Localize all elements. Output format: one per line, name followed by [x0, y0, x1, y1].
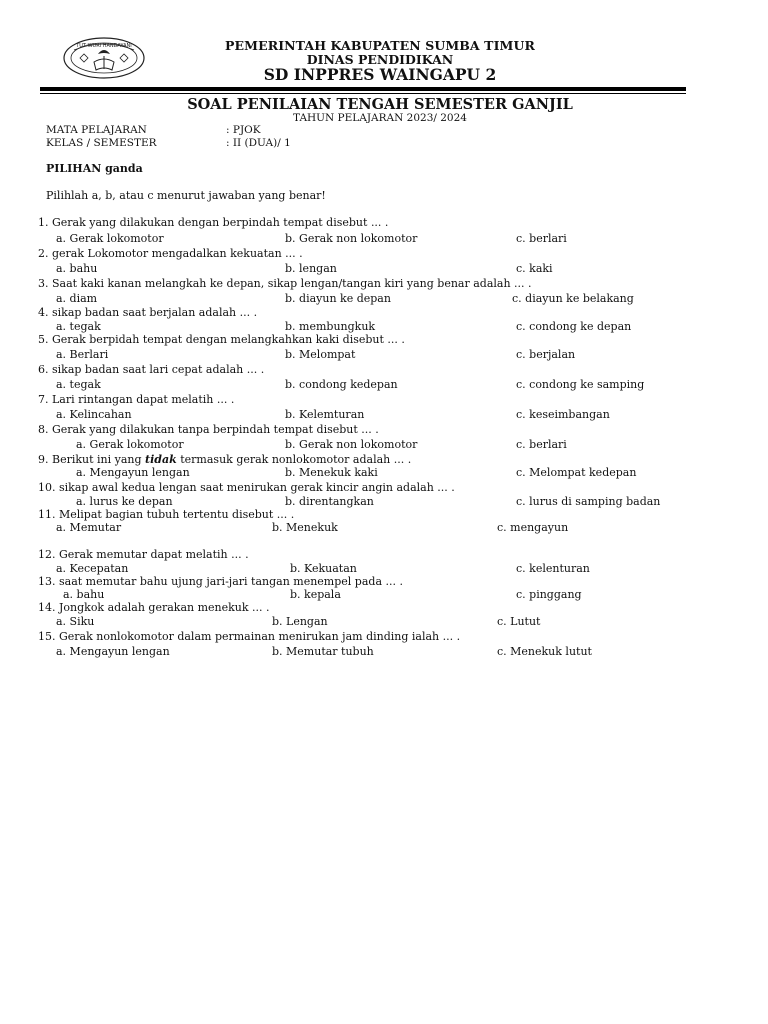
option-a: a. tegak [56, 378, 101, 391]
option-c: c. kaki [516, 262, 553, 275]
option-a: a. Gerak lokomotor [76, 438, 184, 451]
option-a: a. Mengayun lengan [76, 466, 190, 479]
option-a: a. Kecepatan [56, 562, 129, 575]
class-label: KELAS / SEMESTER [46, 137, 157, 149]
option-a: a. diam [56, 292, 98, 305]
class-value: : II (DUA)/ 1 [226, 137, 291, 149]
section-instruction: Pilihlah a, b, atau c menurut jawaban yang benar! [46, 189, 326, 202]
option-a: a. Berlari [56, 348, 109, 361]
exam-year: TAHUN PELAJARAN 2023/ 2024 [293, 112, 467, 124]
header-divider-thick [40, 87, 686, 91]
option-c: c. berlari [516, 232, 567, 245]
option-a: a. tegak [56, 320, 101, 333]
option-a: a. Siku [56, 615, 95, 628]
option-c: c. condong ke samping [516, 378, 645, 391]
question-text: 10. sikap awal kedua lengan saat menirukan gerak kincir angin adalah ... . [38, 481, 455, 494]
header-divider-thin [40, 93, 686, 94]
option-b: b. kepala [290, 588, 341, 601]
question-text: 4. sikap badan saat berjalan adalah ... . [38, 306, 258, 319]
option-b: b. Memutar tubuh [272, 645, 374, 658]
option-c: c. keseimbangan [516, 408, 610, 421]
question-text: 6. sikap badan saat lari cepat adalah ... . [38, 363, 265, 376]
option-c: c. berjalan [516, 348, 576, 361]
option-c: c. berlari [516, 438, 567, 451]
option-c: c. condong ke depan [516, 320, 632, 333]
question-text: 8. Gerak yang dilakukan tanpa berpindah tempat disebut ... . [38, 423, 379, 436]
option-a: a. Memutar [56, 521, 122, 534]
option-c: c. mengayun [497, 521, 569, 534]
option-b: b. condong kedepan [285, 378, 398, 391]
option-a: a. bahu [63, 588, 105, 601]
question-text: 5. Gerak berpidah tempat dengan melangkahkan kaki disebut ... . [38, 333, 405, 346]
option-a: a. Gerak lokomotor [56, 232, 164, 245]
option-b: b. diayun ke depan [285, 292, 391, 305]
option-c: c. Menekuk lutut [497, 645, 592, 658]
question-text: 3. Saat kaki kanan melangkah ke depan, sikap lengan/tangan kiri yang benar adalah ... . [38, 277, 532, 290]
exam-title: SOAL PENILAIAN TENGAH SEMESTER GANJIL [187, 96, 573, 113]
option-b: b. Kelemturan [285, 408, 365, 421]
option-a: a. Mengayun lengan [56, 645, 170, 658]
option-c: c. kelenturan [516, 562, 590, 575]
option-b: b. Lengan [272, 615, 328, 628]
option-b: b. Gerak non lokomotor [285, 232, 418, 245]
question-text: 13. saat memutar bahu ujung jari-jari tangan menempel pada ... . [38, 575, 403, 588]
header-department: DINAS PENDIDIKAN [306, 52, 454, 67]
option-a: a. Kelincahan [56, 408, 132, 421]
question-text: 12. Gerak memutar dapat melatih ... . [38, 548, 249, 561]
option-a: a. bahu [56, 262, 98, 275]
option-a: a. lurus ke depan [76, 495, 173, 508]
option-b: b. Menekuk [272, 521, 338, 534]
question-text: 11. Melipat bagian tubuh tertentu disebut ... . [38, 508, 295, 521]
option-b: b. direntangkan [285, 495, 374, 508]
option-b: b. Gerak non lokomotor [285, 438, 418, 451]
question-text: 15. Gerak nonlokomotor dalam permainan menirukan jam dinding ialah ... . [38, 630, 461, 643]
option-b: b. Melompat [285, 348, 356, 361]
option-c: c. Lutut [497, 615, 541, 628]
question-text: 2. gerak Lokomotor mengadalkan kekuatan ... . [38, 247, 303, 260]
header-government: PEMERINTAH KABUPATEN SUMBA TIMUR [225, 38, 535, 53]
question-text: 1. Gerak yang dilakukan dengan berpindah tempat disebut ... . [38, 216, 389, 229]
option-c: c. lurus di samping badan [516, 495, 661, 508]
subject-label: MATA PELAJARAN [46, 124, 147, 136]
option-c: c. diayun ke belakang [512, 292, 634, 305]
option-c: c. Melompat kedepan [516, 466, 637, 479]
question-text: 14. Jongkok adalah gerakan menekuk ... . [38, 601, 270, 614]
section-title: PILIHAN ganda [46, 162, 143, 175]
option-c: c. pinggang [516, 588, 582, 601]
option-b: b. Kekuatan [290, 562, 357, 575]
option-b: b. membungkuk [285, 320, 376, 333]
svg-text:TUT WURI HANDAYANI: TUT WURI HANDAYANI [76, 43, 132, 49]
question-text: 9. Berikut ini yang tidak termasuk gerak nonlokomotor adalah ... . [38, 453, 412, 466]
question-text: 7. Lari rintangan dapat melatih ... . [38, 393, 235, 406]
subject-value: : PJOK [226, 124, 261, 136]
option-b: b. lengan [285, 262, 337, 275]
header-school: SD INPPRES WAINGAPU 2 [263, 65, 497, 84]
option-b: b. Menekuk kaki [285, 466, 378, 479]
